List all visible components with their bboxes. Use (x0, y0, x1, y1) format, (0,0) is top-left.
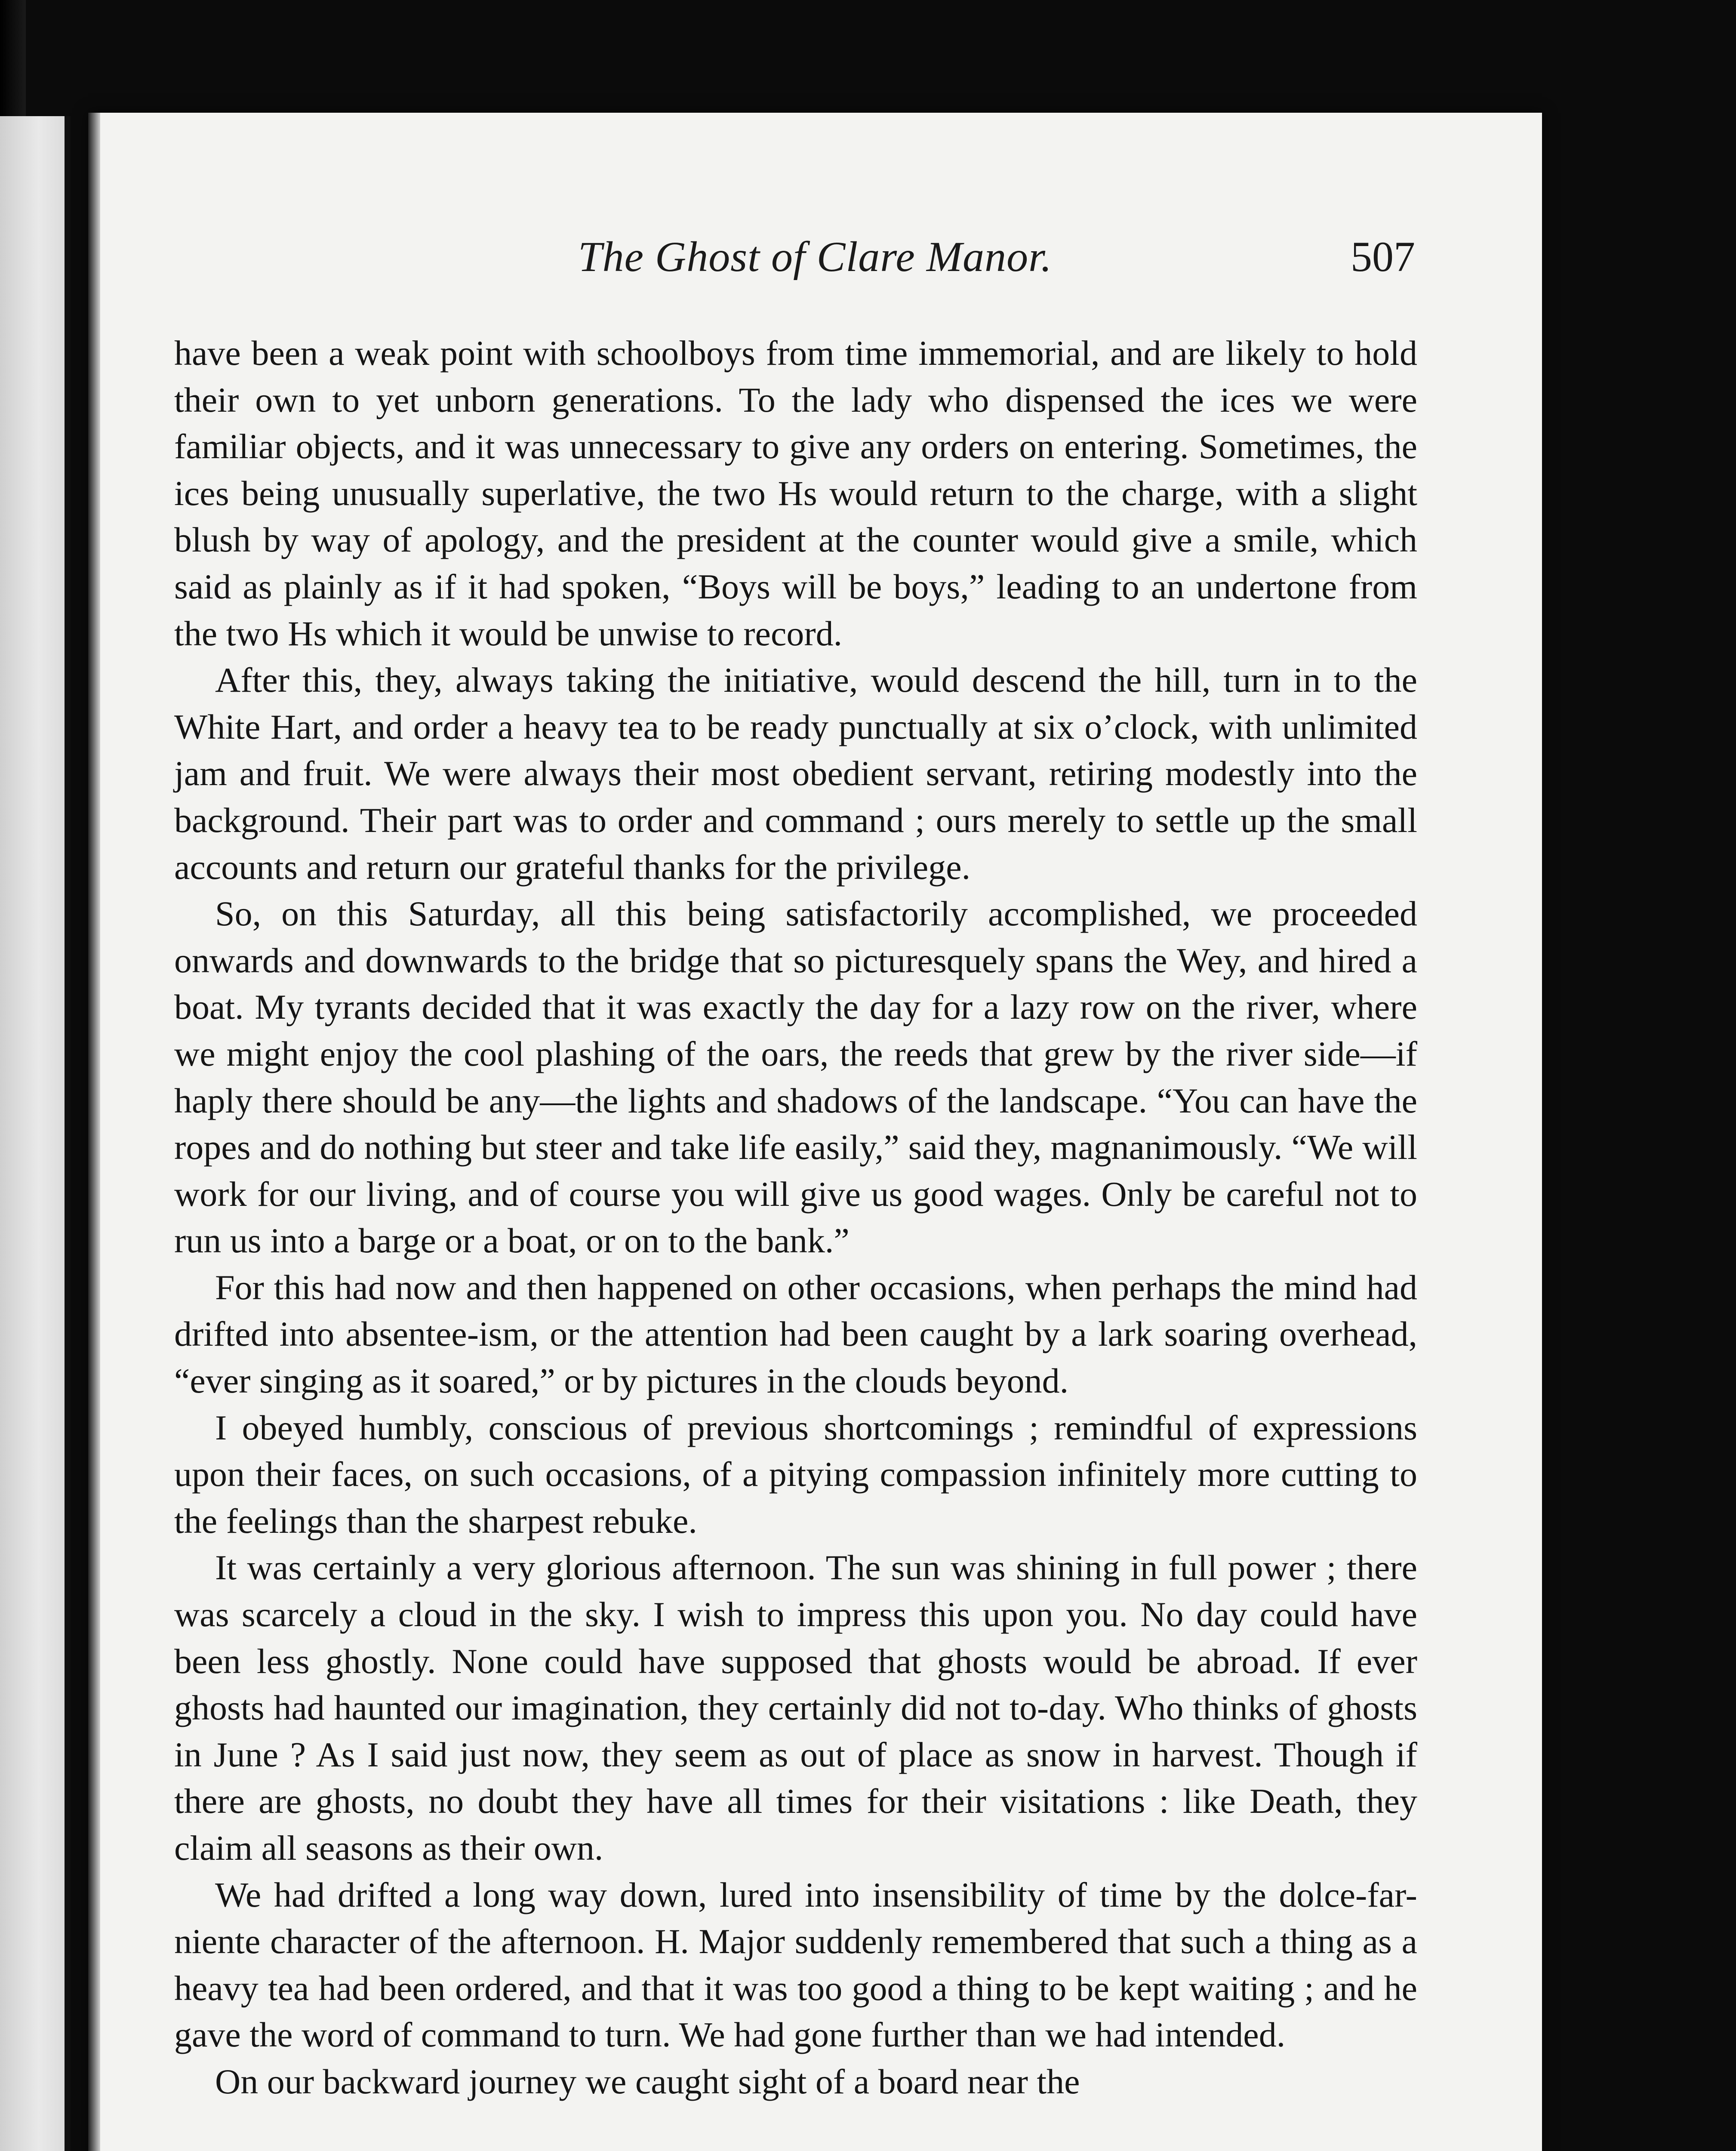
running-head (88, 225, 1542, 289)
page-gutter (88, 113, 100, 2151)
paragraph-1: have been a weak point with schoolboys from time immemorial, and are likely to hold their own to yet unborn generations. To the lady who dispensed the ices we were familiar objects, and it was unnecessary to give any orders on entering. Sometimes, the ices being unusually superlative, the two Hs would return to the charge, with a slight blush by way of apology, and the president at the counter would give a smile, which said as plainly as if it had spoken, “Boys will be boys,” leading to an undertone from the two Hs which it would be unwise to record. (174, 333, 1417, 653)
paragraph-7: We had drifted a long way down, lured into insensibility of time by the dolce-far-niente character of the afternoon. H. Major suddenly remembered that such a thing as a heavy tea had been ordered, and that it was too good a thing to be kept waiting ; and he gave the word of command to turn. We had gone further than we had intended. (174, 1875, 1417, 2055)
paragraph-6: It was certainly a very glorious afternoon. The sun was shining in full power ; there was scarcely a cloud in the sky. I wish to impress this upon you. No day could have been less ghostly. None could have supposed that ghosts would be abroad. If ever ghosts had haunted our imagination, they certainly did not to-day. Who thinks of ghosts in June ? As I said just now, they seem as out of place as snow in harvest. Though if there are ghosts, no doubt they have all times for their visitations : like Death, they claim all seasons as their own. (174, 1548, 1417, 1867)
body-text (174, 330, 1417, 2105)
page-number: 507 (1351, 233, 1415, 280)
running-title: The Ghost of Clare Manor. (578, 233, 1052, 280)
paragraph-2: After this, they, always taking the initiative, would descend the hill, turn in to the White Hart, and order a heavy tea to be ready punctually at six o’clock, with unlimited jam and fruit. We were always their most obedient servant, retiring modestly into the background. Their part was to order and command ; ours merely to settle up the small accounts and return our grateful thanks for the privilege. (174, 660, 1417, 887)
book-page (88, 113, 1542, 2151)
paragraph-8: On our backward journey we caught sight of a board near the (215, 2062, 1080, 2101)
paragraph-5: I obeyed humbly, conscious of previous shortcomings ; remindful of expressions upon their faces, on such occasions, of a pitying compassion infinitely more cutting to the feelings than the sharpest rebuke. (174, 1408, 1417, 1541)
previous-page-edge (0, 116, 71, 2151)
paragraph-3: So, on this Saturday, all this being satisfactorily accomplished, we proceeded onwards and downwards to the bridge that so picturesquely spans the Wey, and hired a boat. My tyrants decided that it was exactly the day for a lazy row on the river, where we might enjoy the cool plashing of the oars, the reeds that grew by the river side—if haply there should be any—the lights and shadows of the landscape. “You can have the ropes and do nothing but steer and take life easily,” said they, magnanimously. “We will work for our living, and of course you will give us good wages. Only be careful not to run us into a barge or a boat, or on to the bank.” (174, 894, 1417, 1260)
paragraph-4: For this had now and then happened on other occasions, when perhaps the mind had drifted into absentee-ism, or the attention had been caught by a lark soaring overhead, “ever singing as it soared,” or by pictures in the clouds beyond. (174, 1267, 1417, 1401)
